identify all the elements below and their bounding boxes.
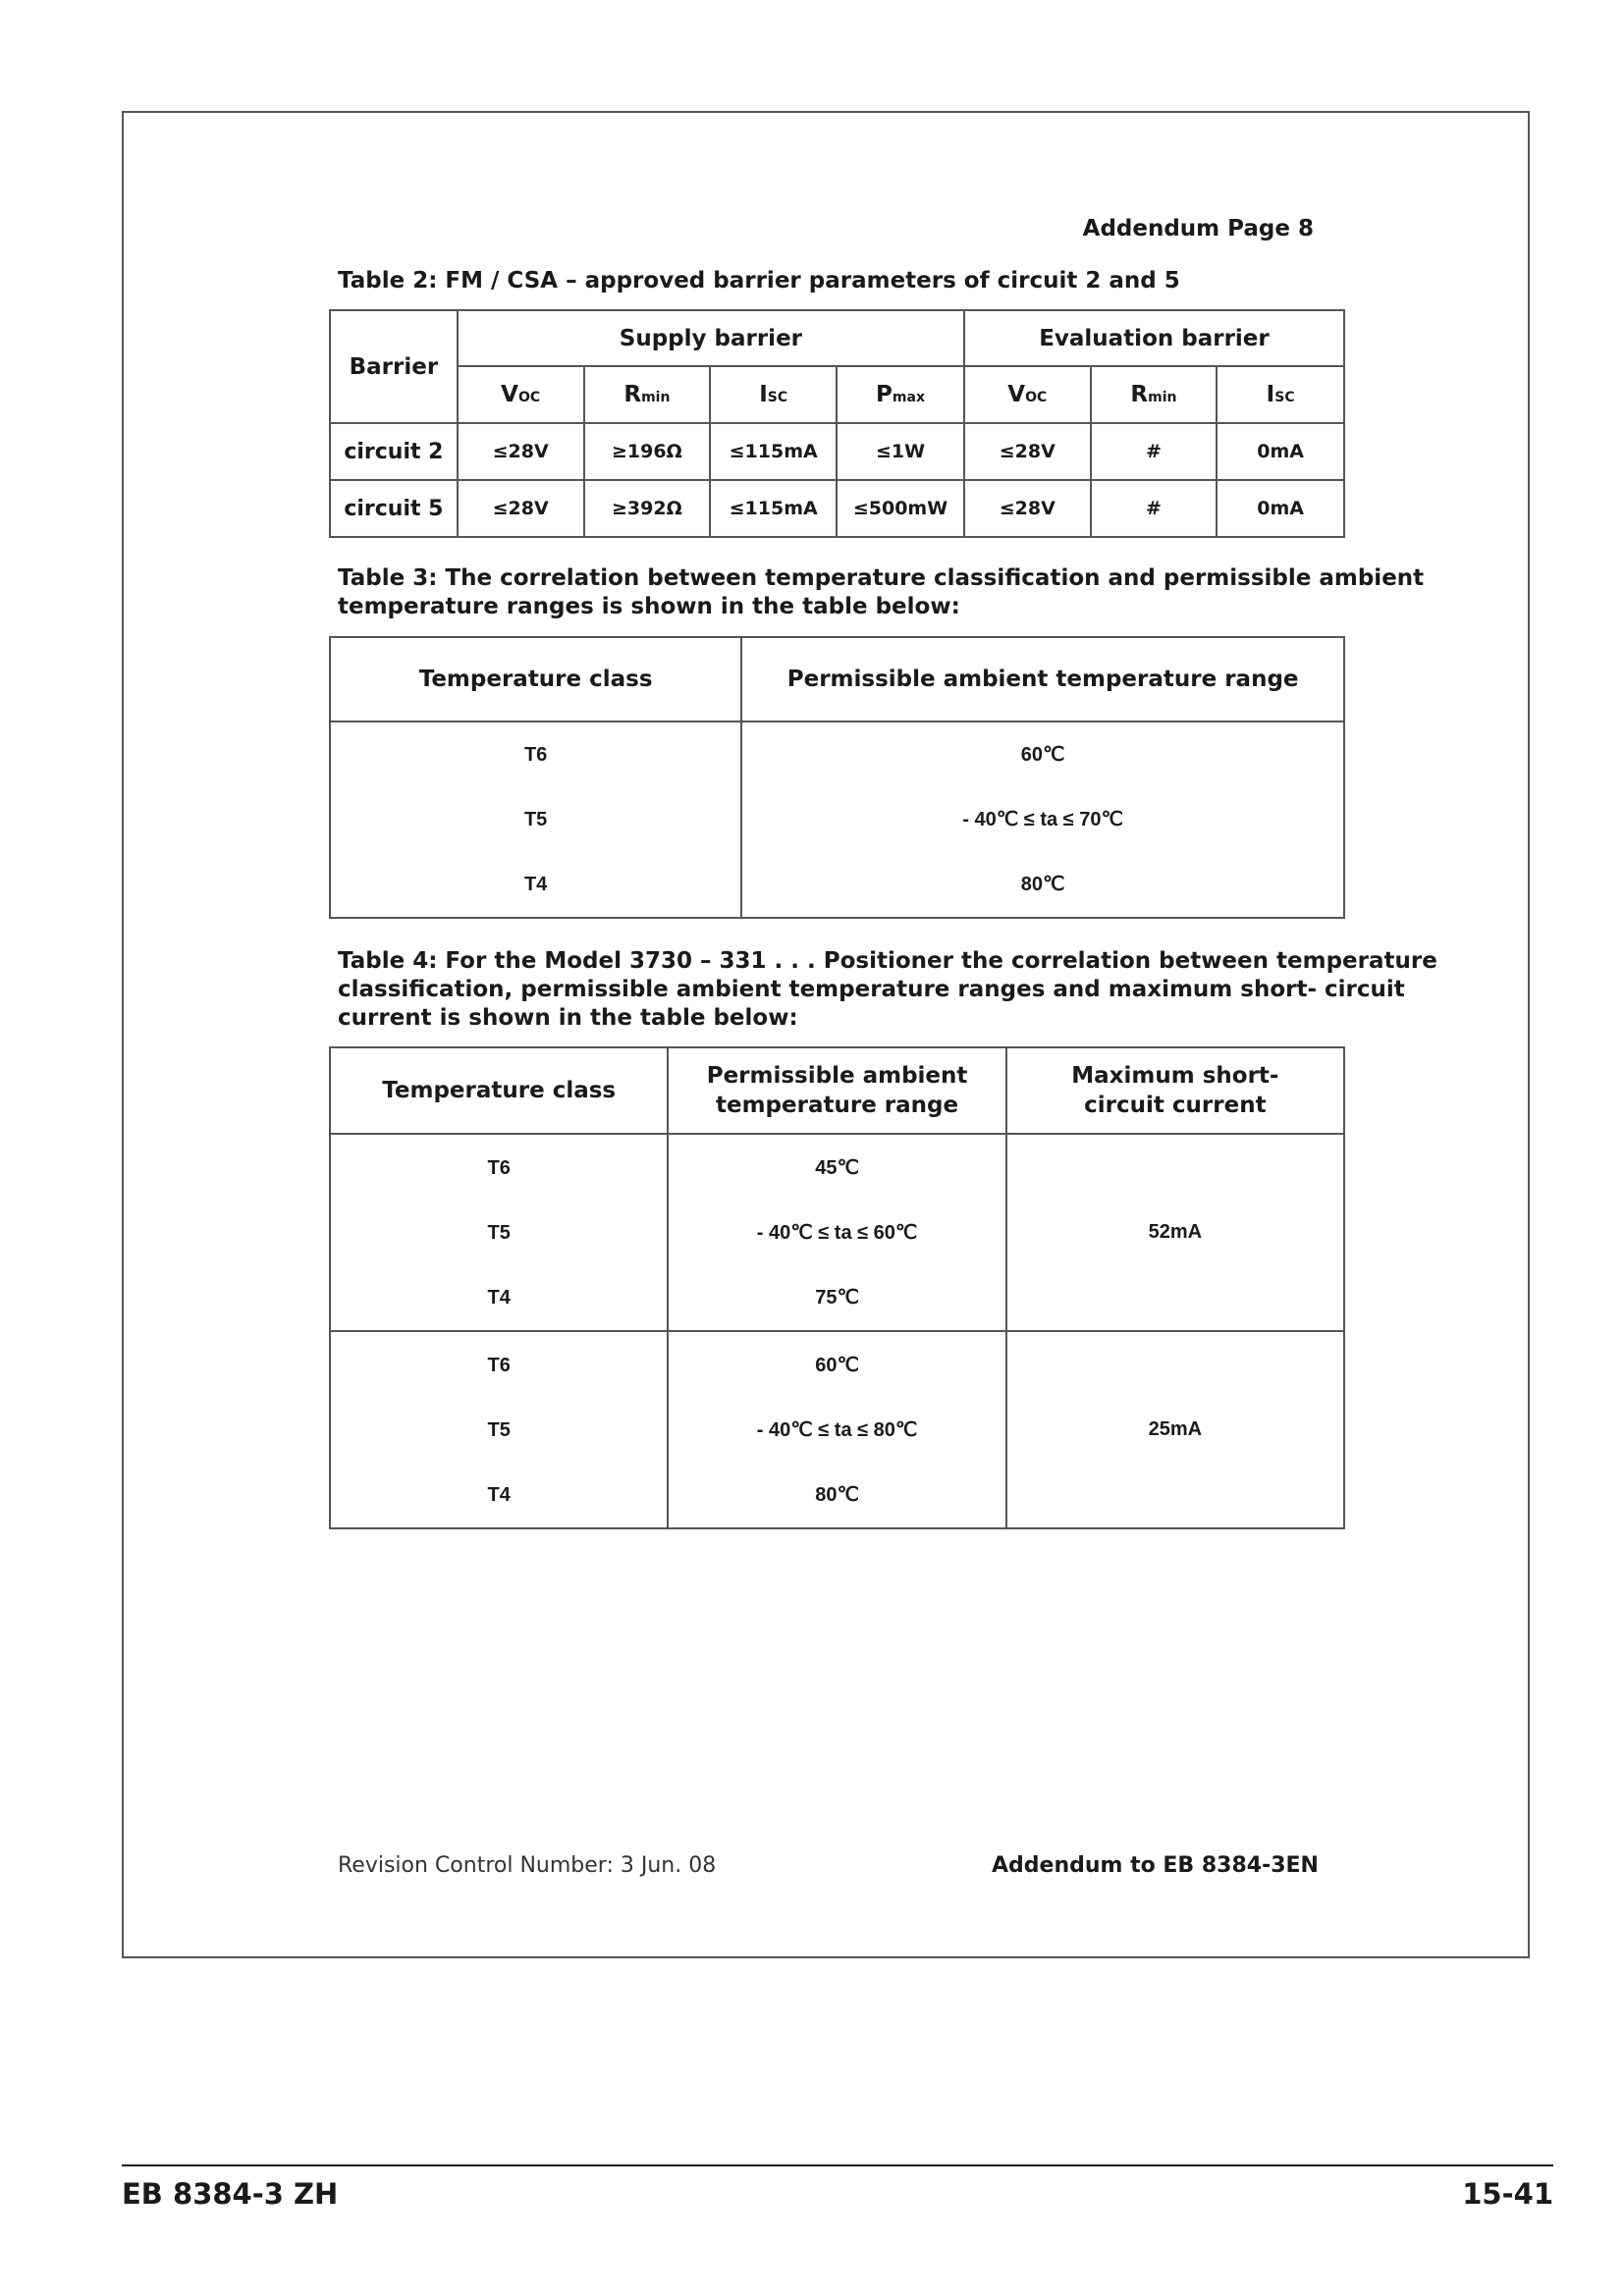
footer-divider <box>122 2164 1553 2166</box>
temperature-class-cell <box>330 721 741 918</box>
table-cell: # <box>1091 423 1218 480</box>
header-line: Maximum short- <box>1071 1063 1279 1089</box>
class-value: T5 <box>487 1418 511 1441</box>
temperature-class-cell <box>330 1331 668 1528</box>
subheader-rmin: Rmin <box>1091 366 1218 423</box>
caption-line: classification, permissible ambient temperature ranges and maximum short- circuit <box>338 977 1405 1002</box>
short-circuit-current-cell: 52mA <box>1006 1134 1344 1331</box>
range-value: - 40℃ ≤ ta ≤ 70℃ <box>962 809 1123 830</box>
ambient-range-header: Permissible ambient temperature range <box>741 637 1344 721</box>
caption-line: temperature ranges is shown in the table below: <box>338 594 960 619</box>
table-cell: ≤28V <box>964 423 1091 480</box>
range-value: 60℃ <box>815 1354 859 1376</box>
caption-line: Table 4: For the Model 3730 – 331 . . . Positioner the correlation between temperature <box>338 948 1437 974</box>
row-label: circuit 2 <box>330 423 458 480</box>
document-number: EB 8384-3 ZH <box>122 2177 339 2211</box>
subheader-voc: VOC <box>458 366 584 423</box>
evaluation-barrier-header: Evaluation barrier <box>964 310 1344 366</box>
table-cell: ≤28V <box>964 480 1091 537</box>
class-value: T4 <box>487 1483 511 1506</box>
temperature-class-header: Temperature class <box>330 1047 668 1134</box>
range-value: - 40℃ ≤ ta ≤ 80℃ <box>756 1418 918 1441</box>
model-3730-temperature-table <box>329 1046 1345 1529</box>
range-value: 75℃ <box>815 1286 859 1308</box>
table-row <box>330 1331 1344 1528</box>
ambient-range-cell <box>741 721 1344 918</box>
table-cell: ≥196Ω <box>584 423 711 480</box>
class-value: T6 <box>487 1156 511 1179</box>
class-value: T4 <box>523 874 548 895</box>
table2-caption: Table 2: FM / CSA – approved barrier parameters of circuit 2 and 5 <box>338 268 1180 294</box>
caption-line: Table 3: The correlation between temperature classification and permissible ambient <box>338 565 1425 591</box>
addendum-reference: Addendum to EB 8384-3EN <box>992 1853 1319 1878</box>
table4-caption <box>338 947 1437 1033</box>
table-cell: ≥392Ω <box>584 480 711 537</box>
class-value: T5 <box>487 1221 511 1244</box>
range-value: 80℃ <box>815 1483 859 1506</box>
table-row <box>330 480 1344 537</box>
row-label: circuit 5 <box>330 480 458 537</box>
caption-line: current is shown in the table below: <box>338 1005 798 1031</box>
header-line: temperature range <box>716 1093 959 1118</box>
subheader-isc: ISC <box>710 366 837 423</box>
revision-control-number: Revision Control Number: 3 Jun. 08 <box>338 1853 717 1878</box>
subheader-isc: ISC <box>1217 366 1344 423</box>
ambient-range-cell <box>668 1331 1005 1528</box>
ambient-range-header <box>668 1047 1005 1134</box>
temperature-class-header: Temperature class <box>330 637 741 721</box>
subheader-voc: VOC <box>964 366 1091 423</box>
range-value: - 40℃ ≤ ta ≤ 60℃ <box>756 1221 918 1244</box>
header-line: circuit current <box>1084 1093 1267 1118</box>
table-row <box>330 1134 1344 1331</box>
addendum-page-label: Addendum Page 8 <box>1082 216 1314 241</box>
table-row <box>330 423 1344 480</box>
table3-caption <box>338 564 1424 621</box>
table-cell: 0mA <box>1217 480 1344 537</box>
table-cell: ≤115mA <box>710 480 837 537</box>
short-circuit-current-cell: 25mA <box>1006 1331 1344 1528</box>
table-cell: ≤115mA <box>710 423 837 480</box>
range-value: 45℃ <box>815 1156 859 1179</box>
barrier-header: Barrier <box>330 310 458 423</box>
temperature-class-table <box>329 636 1345 919</box>
table-cell: ≤28V <box>458 480 584 537</box>
table-cell: # <box>1091 480 1218 537</box>
temperature-class-cell <box>330 1134 668 1331</box>
supply-barrier-header: Supply barrier <box>458 310 964 366</box>
header-line: Permissible ambient <box>706 1063 968 1089</box>
class-value: T6 <box>523 744 548 766</box>
class-value: T5 <box>523 809 548 830</box>
range-value: 60℃ <box>1020 744 1065 766</box>
short-circuit-current-header <box>1006 1047 1344 1134</box>
class-value: T6 <box>487 1354 511 1376</box>
table-cell: ≤500mW <box>837 480 964 537</box>
barrier-parameters-table <box>329 309 1345 538</box>
table-cell: ≤28V <box>458 423 584 480</box>
page-number: 15-41 <box>1462 2177 1553 2211</box>
table-cell: ≤1W <box>837 423 964 480</box>
subheader-pmax: Pmax <box>837 366 964 423</box>
subheader-rmin: Rmin <box>584 366 711 423</box>
ambient-range-cell <box>668 1134 1005 1331</box>
class-value: T4 <box>487 1286 511 1308</box>
range-value: 80℃ <box>1020 874 1065 895</box>
table-cell: 0mA <box>1217 423 1344 480</box>
